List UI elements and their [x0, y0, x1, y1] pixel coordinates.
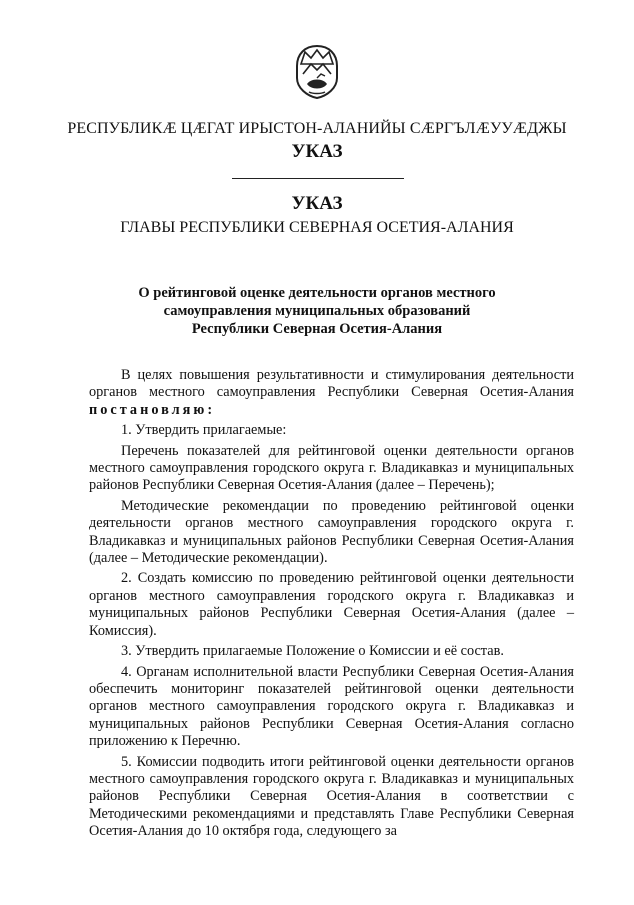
paragraph-1-list-b: Методические рекомендации по проведению рейтинговой оценки деятельности органов местного самоуправления городского округа г. Владикавказ и муниципальных районов Республики Северная Осетия-Алания (далее – Методические рекомендации). — [89, 497, 574, 567]
decree-body — [89, 367, 574, 844]
subject-line-2: самоуправления муниципальных образований — [163, 303, 471, 319]
paragraph-4: 4. Органам исполнительной власти Республики Северная Осетия-Алания обеспечить мониторинг показателей рейтинговой оценки деятельности органов местного самоуправления городского округа г. Владикавказ и муниципальных районов Республики Северная Осетия-Алания согласно приложению к Перечню. — [89, 663, 574, 750]
paragraph-1-list-a: Перечень показателей для рейтинговой оценки деятельности органов местного самоуправления городского округа г. Владикавказ и муниципальных районов Республики Северная Осетия-Алания (далее – Перечень); — [89, 442, 574, 494]
subject-line-1: О рейтинговой оценке деятельности органов местного — [138, 285, 496, 301]
paragraph-1: 1. Утвердить прилагаемые: — [121, 422, 287, 439]
decree-subject — [120, 284, 514, 338]
preamble-paragraph — [89, 367, 574, 419]
decree-title-ossetian: УКАЗ — [291, 141, 343, 162]
paragraph-5: 5. Комиссии подводить итоги рейтинговой оценки деятельности органов местного самоуправления городского округа г. Владикавказ и муниципальных районов Республики Северная Осетия-Алания в соответствии с Методическими рекомендациями и представлять Главе Республики Северная Осетия-Алания до 10 октября года, следующего за — [89, 753, 574, 840]
preamble-text: В целях повышения результативности и стимулирования деятельности органов местного самоуправления Республики Северная Осетия-Алания — [89, 367, 574, 401]
header-divider — [232, 178, 404, 179]
ossetian-header: РЕСПУБЛИКӔ ЦӔГАТ ИРЫСТОН-АЛАНИЙЫ СӔРГЪЛӔУУӔДЖЫ — [67, 120, 567, 137]
paragraph-2: 2. Создать комиссию по проведению рейтинговой оценки деятельности органов местного самоуправления городского округа г. Владикавказ и муниципальных районов Республики Северная Осетия-Алания (далее – Комиссия). — [89, 570, 574, 639]
paragraph-3: 3. Утвердить прилагаемые Положение о Комиссии и её состав. — [121, 643, 504, 660]
coat-of-arms-icon — [293, 44, 341, 100]
decree-keyword: постановляю: — [89, 401, 216, 418]
decree-title: УКАЗ — [291, 193, 343, 214]
subject-line-3: Республики Северная Осетия-Алания — [191, 321, 443, 337]
russian-header: ГЛАВЫ РЕСПУБЛИКИ СЕВЕРНАЯ ОСЕТИЯ-АЛАНИЯ — [120, 219, 514, 236]
